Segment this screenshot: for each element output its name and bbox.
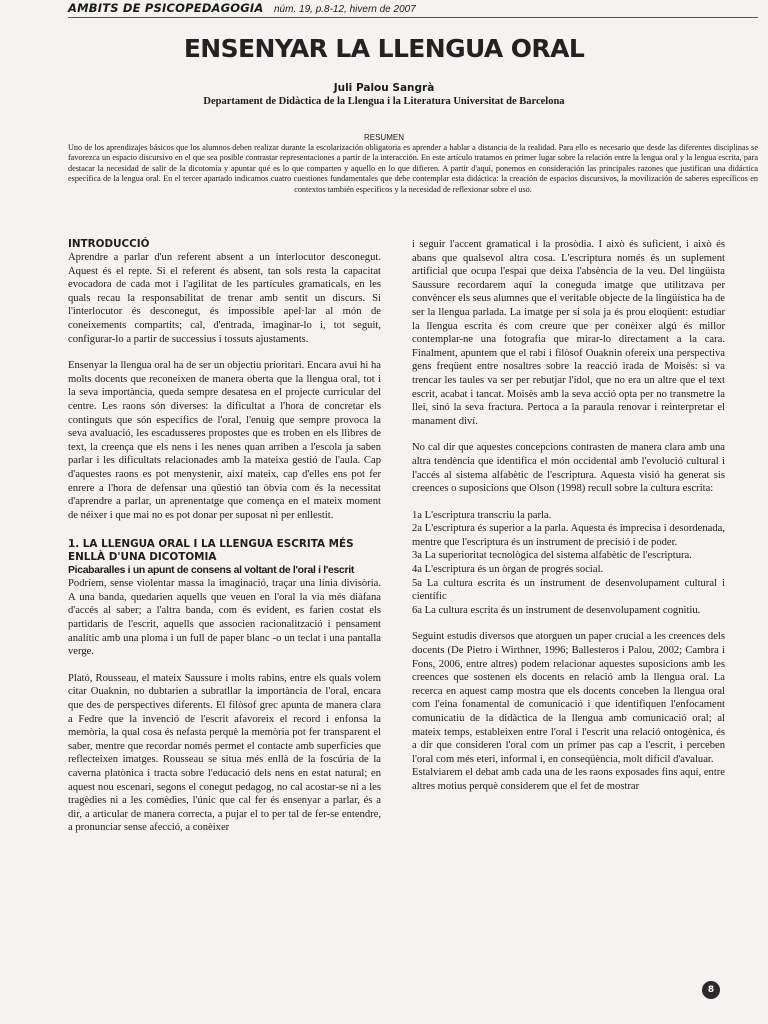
journal-name: AMBITS DE PSICOPEDAGOGIA [68,1,264,15]
abstract-text: Uno de los aprendizajes básicos que los alumnos deben realizar durante la escolarización obligatoria es aprender a hablar a distancia de la realidad. Para ello es necesario que desde las diferentes disciplinas se favorezca un espacio discursivo en el que sea posible contrastar representaciones a partir de la interacción. En este artículo tratamos en primer lugar sobre la relación entre la lengua oral y la lengua escrita, para destacar la necesidad de salir de la dicotomía y apuntar qué es lo que comparten y aquello en lo que difieren. A partir d'aquí, ponemos en consideración las principales razones que justifican una didáctica específica de la lengua oral. En el tercer apartado indicamos cuatro cuestiones fundamentales que debe contemplar esta didáctica: la creación de espacios discursivos, la movilización de saberes específicos en contextos también específicos y la necesidad de reflexionar sobre el uso. [68,143,758,194]
list-item: 2a L'escriptura és superior a la parla. Aquesta és imprecisa i desordenada, mentre que l'escriptura és un instrument de precisió i de poder. [412,523,725,548]
paragraph: i seguir l'accent gramatical i la prosòdia. I això és suficient, i això és abans que qualsevol altra cosa. L'escriptura només és un suplement artificial que ocupa l'espai que deixa l'absència de la veu. Del lingüista Saussure recordarem aquí la coneguda imatge que utilitzava per convèncer els seus alumnes que el veritable objecte de la lingüística ha de ser la llengua parlada. La imatge per si sola ja és prou eloqüent: estudiar la llengua escrita és com creure que per conèixer algú és millor contemplar-ne una fotografia que mirar-lo directament a la cara. Finalment, apuntem que el rabí i filòsof Ouaknin ofereix una perspectiva gens freqüent entre nosaltres sobre la reacció irada de Moisès: si va trencar les taules va ser per rebutjar l'ídol, que no era un altre que el text escrit, acabat i tancat. Moisès amb la seva acció opta per no transmetre la llei, sinó la seva fractura. Pertoca a la paraula renovar i reinterpretar el manament diví. [412,239,725,427]
running-header [68,2,758,18]
list-item: 1a L'escriptura transcriu la parla. [412,509,552,521]
paragraph: Seguint estudis diversos que atorguen un paper crucial a les creences dels docents (De Pietro i Wirthner, 1996; Ballesteros i Palou, 2002; Cambra i Fons, 2006, entre altres) podem relacionar aquestes suposicions amb les creences que sostenen els docents en relació amb la llengua oral. La recerca en aquest camp mostra que els docents conceben la llengua oral com l'eina fonamental de comunicació i que identifiquen l'enfocament comunicatiu de la didàctica de la llengua amb comunicació oral; al mateix temps, estableixen entre l'oral i l'escrit una relació ontogènica, és a dir que consideren l'oral com un primer pas cap a l'escrit, i perceben l'oral com més eteri, informal i, en conseqüència, molt difícil d'avaluar. [412,631,725,765]
list-item: 4a L'escriptura és un òrgan de progrés social. [412,564,604,576]
left-column [68,238,381,835]
article-title: ENSENYAR LA LLENGUA ORAL [183,34,585,63]
list-item: 5a La cultura escrita és un instrument de desenvolupament cultural i científic [412,577,725,603]
beliefs-list [412,509,725,618]
paragraph: Podríem, sense violentar massa la imaginació, traçar una línia divisòria. A una banda, quedarien aquells que veuen en l'oral la via més diàfana d'accés al saber; a l'altra banda, com és evident, es farien costat els partidaris de l'escrit, aquells que associen racionalització i pensament analític amb una ploma i un full de paper blanc -o un teclat i una pantalla verge. [68,578,381,658]
article-author: Juli Palou Sangrà [333,82,435,94]
author-affiliation: Departament de Didàctica de la Llengua i la Literatura Universitat de Barcelona [203,96,565,107]
paragraph: Estalviarem el debat amb cada una de les raons exposades fins aquí, entre altres motius perquè considerem que el fet de mostrar [412,767,725,792]
paragraph: No cal dir que aquestes concepcions contrasten de manera clara amb una altra tendència que identifica el món occidental amb l'evolució cultural i l'accés al sistema alfabètic de l'escriptura. Aquesta visió ha generat sis creences o suposicions que Olson (1998) recull sobre la cultura escrita: [412,442,725,495]
paragraph: Plató, Rousseau, el mateix Saussure i molts rabins, entre els quals volem citar Ouaknin, no dubtarien a subratllar la importància de l'oral, encara que des de perspectives diferents. El filòsof grec apunta de manera clara a Fedre que la invenció de l'escrit afavoreix el record i enfonsa la memòria, la qual cosa és nefasta perquè la memòria pot fer transparent el saber, mentre que recordar només permet el contacte amb superfícies que reflecteixen imatges. Rousseau se situa més enllà de la foscúria de la caverna platònica i tracta sobre l'educació dels nens en estat natural; en aquest nou escenari, segons el conegut pedagog, no cal acostar-se ni a les tragèdies ni a les comèdies, l'únic que cal fer és ensenyar a parlar, és a dir, a articular de manera correcta, a pujar el to per tal de fer-se entendre, a pronunciar sense afecció, a conèixer [68,672,381,834]
issue-info: núm. 19, p.8-12, hivern de 2007 [274,4,416,15]
paragraph: Ensenyar la llengua oral ha de ser un objectiu prioritari. Encara avui hi ha molts docents que reconeixen de manera oberta que la llengua oral, tot i la seva importància, queda sempre desatesa en el projecte curricular del centre. Les raons són diverses: la dificultat a l'hora de concretar els continguts que són específics de l'oral, l'enuig que sempre provoca la seva avaluació, les escadusseres propostes que es troben en els llibres de text, la creença que els nens i les nenes quan arriben a l'escola ja saben parlar i les dificultats relacionades amb la mateixa gestió de l'aula. Cap d'aquestes raons es pot menystenir, així mateix, cap d'elles ens pot fer enrere a l'hora de defensar una qüestió tan òbvia com és la necessitat d'aprendre a parlar, un aprenentatge que comença en el mateix moment de néixer i que mai no es pot donar per suposat ni per enllestit. [68,360,381,521]
section-1-subheading: Picabaralles i un apunt de consens al voltant de l'oral i l'escrit [68,565,354,577]
abstract-heading: RESUMEN [363,133,404,142]
page-number-badge: 8 [702,981,720,999]
section-1-heading: 1. LA LLENGUA ORAL I LA LLENGUA ESCRITA MÉS ENLLÀ D'UNA DICOTOMIA [68,538,354,564]
paragraph: Aprendre a parlar d'un referent absent a un interlocutor desconegut. Aquest és el repte. Si el referent és absent, tan sols resta la capacitat evocadora de cada mot i l'agilitat de les partícules gramaticals, en les quals recau la responsabilitat de trenar amb sentit un discurs. Si l'interlocutor és desconegut, és impossible apel·lar al món de coneixements compartits; cal, d'entrada, imaginar-lo i, tot seguit, configurar-lo a partir de successius i tossuts ajustaments. [68,252,381,345]
list-item: 6a La cultura escrita és un instrument de desenvolupament cognitiu. [412,604,701,616]
list-item: 3a La superioritat tecnològica del sistema alfabètic de l'escriptura. [412,550,692,562]
intro-heading: INTRODUCCIÓ [68,238,150,250]
right-column [412,238,725,794]
